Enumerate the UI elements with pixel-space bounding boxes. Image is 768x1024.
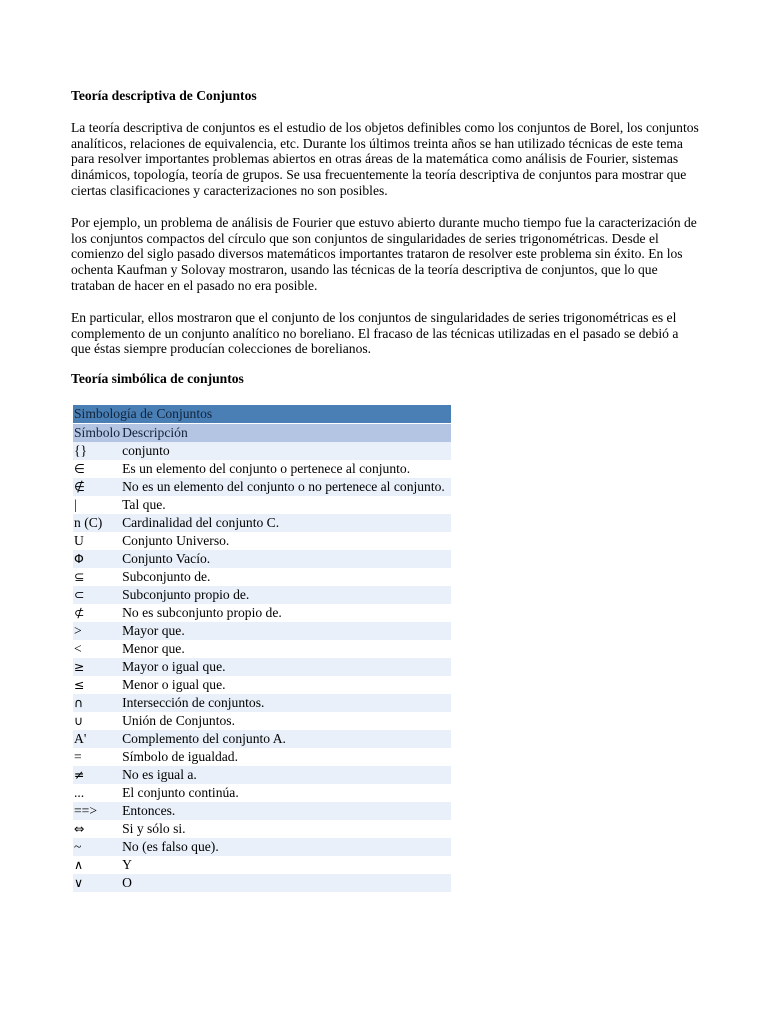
description-cell: Intersección de conjuntos. (121, 694, 451, 712)
symbols-table (73, 405, 451, 892)
symbol-cell: ⇔ (73, 820, 121, 838)
description-cell: Mayor que. (121, 622, 451, 640)
description-cell: O (121, 874, 451, 892)
table-row (73, 496, 451, 514)
document-title: Teoría descriptiva de Conjuntos (71, 88, 257, 103)
description-cell: No es subconjunto propio de. (121, 604, 451, 622)
table-row (73, 658, 451, 676)
symbol-cell: ∨ (73, 874, 121, 892)
section-subtitle: Teoría simbólica de conjuntos (71, 371, 244, 387)
table-row (73, 586, 451, 604)
symbol-cell: ≠ (73, 766, 121, 784)
description-cell: No es igual a. (121, 766, 451, 784)
description-cell: Unión de Conjuntos. (121, 712, 451, 730)
paragraph-intro: La teoría descriptiva de conjuntos es el estudio de los objetos definibles como los conjuntos de Borel, los conjuntos analíticos, relaciones de equivalencia, etc. Durante los últimos treinta años se han utilizado técnicas de este tema para resolver importantes problemas abiertos en otras áreas de la matemática como análisis de Fourier, sistemas dinámicos, topología, teoría de grupos. Se usa frecuentemente la teoría descriptiva de conjuntos para mostrar que ciertas clasificaciones y caracterizaciones no son posibles. (71, 119, 699, 198)
table-row (73, 442, 451, 460)
description-cell: conjunto (121, 442, 451, 460)
table-row (73, 802, 451, 820)
description-cell: El conjunto continúa. (121, 784, 451, 802)
description-cell: Menor que. (121, 640, 451, 658)
symbol-cell: < (73, 640, 121, 658)
symbol-cell: ∪ (73, 712, 121, 730)
table-row (73, 622, 451, 640)
document-page (71, 88, 699, 892)
table-row (73, 766, 451, 784)
description-cell: Conjunto Vacío. (121, 550, 451, 568)
table-row (73, 604, 451, 622)
description-cell: Si y sólo si. (121, 820, 451, 838)
table-row (73, 748, 451, 766)
table-row (73, 640, 451, 658)
table-row (73, 532, 451, 550)
description-cell: No (es falso que). (121, 838, 451, 856)
description-cell: Es un elemento del conjunto o pertenece al conjunto. (121, 460, 451, 478)
symbol-cell: ≥ (73, 658, 121, 676)
column-header-symbol: Símbolo (74, 424, 121, 440)
table-row (73, 478, 451, 496)
table-row (73, 460, 451, 478)
symbol-cell: | (73, 496, 121, 514)
symbol-cell: ⊆ (73, 568, 121, 586)
symbol-cell: ∧ (73, 856, 121, 874)
symbol-cell: > (73, 622, 121, 640)
symbol-cell: ==> (73, 802, 121, 820)
table-title-row (73, 405, 451, 424)
description-cell: Entonces. (121, 802, 451, 820)
description-cell: Menor o igual que. (121, 676, 451, 694)
description-cell: Tal que. (121, 496, 451, 514)
symbol-cell: ≤ (73, 676, 121, 694)
table-row (73, 820, 451, 838)
table-row (73, 694, 451, 712)
description-cell: Cardinalidad del conjunto C. (121, 514, 451, 532)
table-row (73, 874, 451, 892)
symbol-cell: ∩ (73, 694, 121, 712)
paragraph-example: Por ejemplo, un problema de análisis de Fourier que estuvo abierto durante mucho tiempo fue la caracterización de los conjuntos compactos del círculo que son conjuntos de singularidades de series trigonométricas. Desde el comienzo del siglo pasado diversos matemáticos importantes trataron de resolver este problema sin éxito. En los ochenta Kaufman y Solovay mostraron, usando las técnicas de la teoría descriptiva de conjuntos, que lo que trataban de hacer en el pasado no era posible. (71, 214, 697, 293)
table-row (73, 784, 451, 802)
symbol-cell: ~ (73, 838, 121, 856)
symbol-cell: n (C) (73, 514, 121, 532)
description-cell: Complemento del conjunto A. (121, 730, 451, 748)
symbol-cell: U (73, 532, 121, 550)
description-cell: Símbolo de igualdad. (121, 748, 451, 766)
symbol-cell: Φ (73, 550, 121, 568)
table-row (73, 514, 451, 532)
description-cell: Conjunto Universo. (121, 532, 451, 550)
description-cell: Subconjunto propio de. (121, 586, 451, 604)
table-title: Simbología de Conjuntos (73, 405, 451, 424)
paragraph-particular: En particular, ellos mostraron que el conjunto de los conjuntos de singularidades de series trigonométricas es el complemento de un conjunto analítico no boreliano. El fracaso de las técnicas utilizadas en el pasado se debió a que éstas siempre producían colecciones de borelianos. (71, 309, 679, 357)
symbol-cell: A' (73, 730, 121, 748)
symbol-cell: ∈ (73, 460, 121, 478)
column-header-description: Descripción (121, 423, 451, 442)
description-cell: Subconjunto de. (121, 568, 451, 586)
table-row (73, 712, 451, 730)
table-row (73, 730, 451, 748)
description-cell: No es un elemento del conjunto o no pertenece al conjunto. (121, 478, 451, 496)
table-row (73, 856, 451, 874)
description-cell: Mayor o igual que. (121, 658, 451, 676)
description-cell: Y (121, 856, 451, 874)
table-row (73, 550, 451, 568)
table-row (73, 568, 451, 586)
symbol-cell: = (73, 748, 121, 766)
symbol-cell: ⊄ (73, 604, 121, 622)
symbol-cell: ⊂ (73, 586, 121, 604)
symbol-cell: ∉ (73, 478, 121, 496)
symbol-cell: {} (73, 442, 121, 460)
table-row (73, 838, 451, 856)
table-row (73, 676, 451, 694)
table-header-row (73, 423, 451, 442)
symbol-cell: ... (73, 784, 121, 802)
